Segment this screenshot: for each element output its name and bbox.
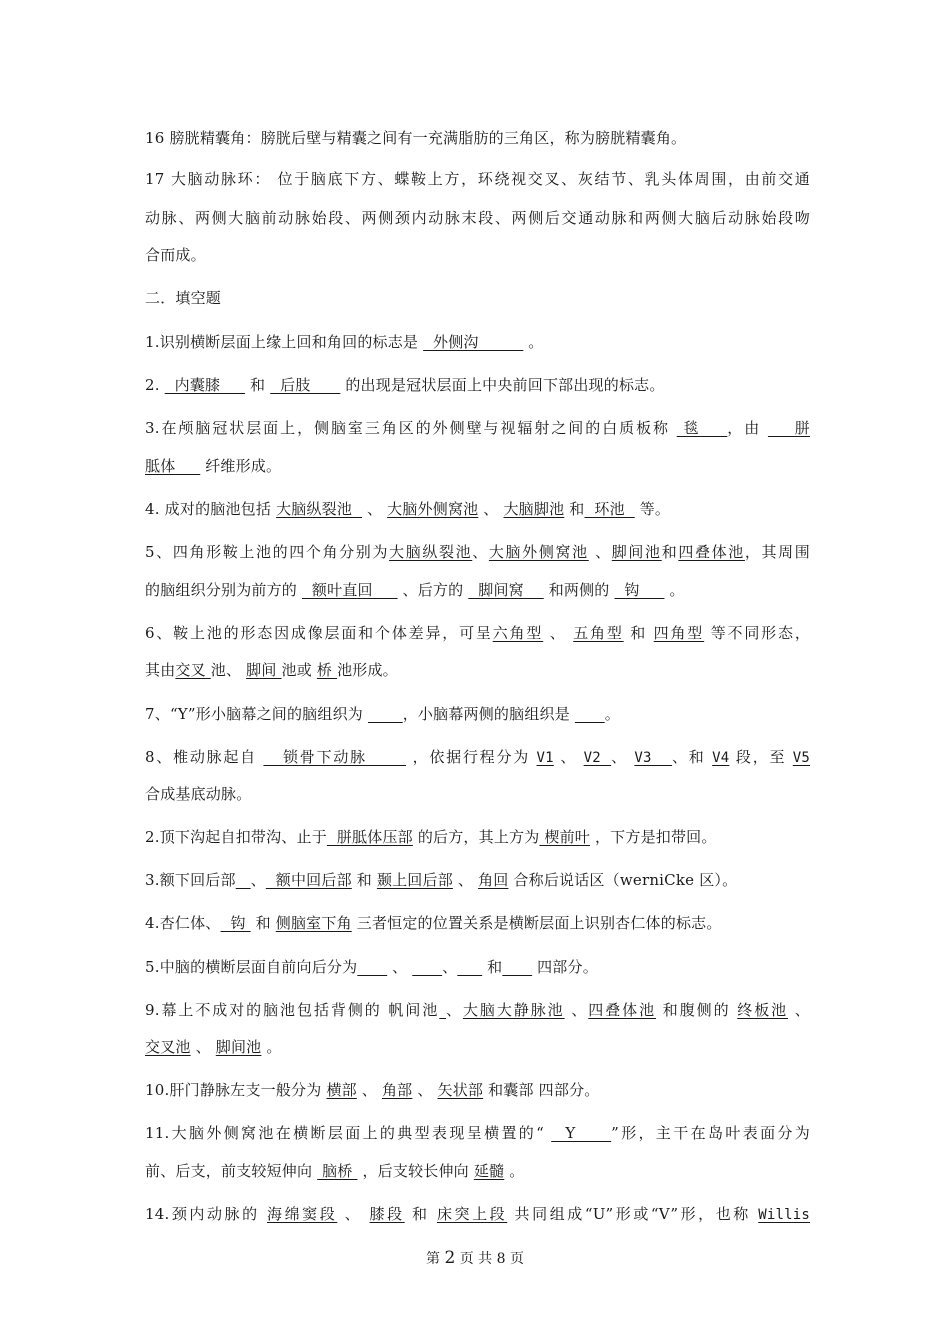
line-text: 和	[351, 871, 377, 889]
text-line	[145, 207, 810, 229]
line-text: 4.杏仁体、	[145, 914, 221, 932]
line-text: 7、“Y”形小脑幕之间的脑组织为	[145, 705, 368, 723]
answer-blank: 毯	[676, 419, 728, 437]
question-line	[145, 1160, 810, 1182]
footer-total-pages: 8	[496, 1251, 506, 1267]
line-text: 、	[553, 748, 584, 766]
line-text: 等不同形态，	[704, 624, 811, 642]
line-text: 和	[661, 543, 679, 561]
text-line	[145, 168, 810, 190]
answer-blank: 床突上段	[436, 1205, 508, 1223]
answer-blank: 四叠体池	[678, 543, 745, 561]
line-text: 。	[261, 1038, 282, 1056]
answer-blank: V2	[583, 750, 612, 766]
answer-blank: 脚间池	[611, 543, 662, 561]
answer-blank: 内囊膝	[164, 376, 246, 394]
line-text: 、	[445, 1001, 463, 1019]
question-line	[145, 498, 810, 520]
question-line	[145, 956, 810, 978]
line-text: 和腹侧的	[656, 1001, 738, 1019]
answer-blank: 交叉池	[145, 1038, 191, 1056]
line-text: 、	[250, 871, 266, 889]
answer-blank: 钩	[614, 581, 665, 599]
question-line	[145, 826, 810, 848]
answer-blank: 后肢	[270, 376, 341, 394]
line-text: 和两侧的	[543, 581, 615, 599]
answer-blank: 额叶直回	[301, 581, 398, 599]
line-text: 、	[543, 624, 574, 642]
answer-blank: 四角型	[653, 624, 705, 642]
answer-blank: 矢状部	[437, 1081, 484, 1099]
answer-blank: 角回	[478, 871, 509, 889]
answer-blank	[236, 871, 251, 889]
section-heading	[145, 287, 810, 309]
line-text: 和	[250, 914, 276, 932]
line-text: 、	[412, 1081, 438, 1099]
answer-blank: 胝体	[145, 457, 201, 475]
line-text: 和	[482, 958, 503, 976]
line-text: ，其周围	[744, 543, 810, 561]
line-text: 和囊部 四部分。	[483, 1081, 600, 1099]
question-line	[145, 455, 810, 477]
answer-blank: 外侧沟	[423, 333, 524, 351]
line-text: ，依据行程分为	[406, 748, 537, 766]
answer-blank: 脑桥	[317, 1162, 358, 1180]
question-line	[145, 541, 810, 563]
question-line	[145, 331, 810, 353]
answer-blank: 膝段	[369, 1205, 405, 1223]
line-text: 、	[452, 871, 479, 889]
answer-blank: 胼	[767, 419, 810, 437]
answer-blank: 楔前叶	[539, 828, 591, 846]
answer-blank: 脚间池	[215, 1038, 262, 1056]
answer-blank: V3	[634, 750, 673, 766]
answer-blank: V4	[712, 750, 730, 766]
footer-mid: 页 共	[459, 1251, 493, 1267]
answer-blank: 大脑脚池	[503, 500, 565, 518]
line-text: 和	[245, 376, 271, 394]
footer-prefix: 第	[425, 1251, 440, 1267]
line-text: 6、鞍上池的形态因成像层面和个体差异，可呈	[145, 624, 493, 642]
answer-blank	[357, 958, 387, 976]
question-line	[145, 1122, 810, 1144]
line-text: 段，至	[729, 748, 793, 766]
line-text: 。	[604, 705, 620, 723]
answer-blank	[439, 1001, 446, 1019]
answer-blank: 大脑纵裂池	[276, 500, 362, 518]
text-line	[145, 244, 810, 266]
line-text: 5、四角形鞍上池的四个角分别为	[145, 543, 390, 561]
line-text: 池、	[210, 661, 247, 679]
answer-blank	[575, 705, 605, 723]
question-line	[145, 374, 810, 396]
line-text: 。	[664, 581, 685, 599]
answer-blank: Y	[551, 1124, 612, 1142]
footer-page-number: 2	[444, 1248, 456, 1268]
line-text: 前、后支，前支较短伸向	[145, 1162, 318, 1180]
line-text: ，下方是扣带回。	[590, 828, 717, 846]
line-text: 3.在颅脑冠状层面上，侧脑室三角区的外侧壁与视辐射之间的白质板称	[145, 419, 677, 437]
line-text: 四部分。	[532, 958, 598, 976]
line-text: 16 膀胱精囊角：膀胱后壁与精囊之间有一充满脂肪的三角区，称为膀胱精囊角。	[145, 129, 687, 147]
answer-blank: 五角型	[573, 624, 624, 642]
line-text: 3.额下回后部	[145, 871, 236, 889]
answer-blank: Willis	[758, 1207, 810, 1223]
question-line	[145, 999, 810, 1021]
answer-blank	[412, 958, 442, 976]
line-text: 8、椎动脉起自	[145, 748, 264, 766]
line-text: 三者恒定的位置关系是横断层面上识别杏仁体的标志。	[351, 914, 722, 932]
line-text: 合称后说话区（werniCke 区）。	[508, 871, 738, 889]
line-text: 。	[504, 1162, 525, 1180]
line-text: 、	[788, 1001, 811, 1019]
line-text: 、	[478, 500, 504, 518]
answer-blank	[502, 958, 532, 976]
line-text: 、	[442, 958, 458, 976]
question-line	[145, 703, 810, 725]
line-text: 的后方，其上方为	[412, 828, 540, 846]
line-text: 、和	[672, 748, 713, 766]
line-text: 池或	[281, 661, 317, 679]
question-line	[145, 869, 810, 891]
line-text: 、后方的	[397, 581, 469, 599]
question-line	[145, 1203, 810, 1226]
line-text: 和	[564, 500, 585, 518]
answer-blank: 六角型	[492, 624, 544, 642]
question-line	[145, 659, 810, 681]
line-text: 、	[564, 1001, 589, 1019]
answer-blank: 大脑外侧窝池	[387, 500, 479, 518]
answer-blank	[368, 705, 403, 723]
question-line	[145, 912, 810, 934]
answer-blank: 四叠体池	[588, 1001, 657, 1019]
question-line	[145, 417, 810, 439]
line-text: 。	[523, 333, 544, 351]
line-text: 11.大脑外侧窝池在横断层面上的典型表现呈横置的“	[145, 1124, 552, 1142]
line-text: 、	[356, 1081, 382, 1099]
answer-blank: 终板池	[737, 1001, 789, 1019]
line-text: 、	[611, 748, 635, 766]
answer-blank: 大脑纵裂池	[389, 543, 473, 561]
answer-blank: 环池	[584, 500, 635, 518]
line-text: 14.颈内动脉的	[145, 1205, 268, 1223]
line-text: 和	[404, 1205, 437, 1223]
line-text: 、	[337, 1205, 370, 1223]
answer-blank: 桥	[316, 661, 338, 679]
answer-blank: 颞上回后部	[376, 871, 453, 889]
line-text: 、	[190, 1038, 216, 1056]
line-text: 合成基底动脉。	[145, 785, 252, 803]
line-text: 4. 成对的脑池包括	[145, 500, 277, 518]
line-text: 、	[362, 500, 388, 518]
line-text: 1.识别横断层面上缘上回和角回的标志是	[145, 333, 424, 351]
line-text: 2.	[145, 376, 165, 394]
answer-blank: 大脑外侧窝池	[488, 543, 589, 561]
answer-blank: 胼胝体压部	[326, 828, 413, 846]
answer-blank: 钩	[220, 914, 251, 932]
answer-blank: 延髓	[473, 1162, 505, 1180]
answer-blank: V1	[536, 750, 554, 766]
line-text: 纤维形成。	[200, 457, 282, 475]
answer-blank: 交叉	[175, 661, 211, 679]
line-text: 二．填空题	[145, 289, 222, 307]
answer-blank: 大脑大静脉池	[462, 1001, 565, 1019]
answer-blank: 锁骨下动脉	[263, 748, 407, 766]
answer-blank: 脚间	[246, 661, 282, 679]
line-text: 、	[472, 543, 489, 561]
answer-blank: 脚间窝	[468, 581, 544, 599]
line-text: 、	[588, 543, 612, 561]
line-text: 的脑组织分别为前方的	[145, 581, 302, 599]
answer-blank: 角部	[381, 1081, 413, 1099]
question-line	[145, 1036, 810, 1058]
line-text: 、	[387, 958, 413, 976]
answer-blank: V5	[792, 750, 811, 766]
line-text: 的出现是冠状层面上中央前回下部出现的标志。	[340, 376, 665, 394]
line-text: ，由	[727, 419, 768, 437]
footer-suffix: 页	[510, 1251, 524, 1267]
line-text: ，后支较长伸向	[357, 1162, 474, 1180]
question-line	[145, 622, 810, 644]
text-line	[145, 127, 810, 149]
answer-blank: 额中回后部	[265, 871, 352, 889]
line-text: ”形，主干在岛叶表面分为	[611, 1124, 810, 1142]
line-text: 共同组成“U”形或“V”形，也称	[507, 1205, 759, 1223]
line-text: 池形成。	[337, 661, 398, 679]
line-text: 动脉、两侧大脑前动脉始段、两侧颈内动脉末段、两侧后交通动脉和两侧大脑后动脉始段吻	[145, 209, 810, 227]
answer-blank	[457, 958, 482, 976]
line-text: 等。	[634, 500, 671, 518]
answer-blank: 海绵窦段	[267, 1205, 338, 1223]
question-line	[145, 1079, 810, 1101]
line-text: 5.中脑的横断层面自前向后分为	[145, 958, 358, 976]
question-line	[145, 783, 810, 805]
line-text: 9.幕上不成对的脑池包括背侧的 帆间池	[145, 1001, 440, 1019]
line-text: 合而成。	[145, 246, 206, 264]
line-text: ，小脑幕两侧的脑组织是	[402, 705, 575, 723]
line-text: 2.顶下沟起自扣带沟、止于	[145, 828, 327, 846]
answer-blank: 横部	[326, 1081, 357, 1099]
question-line	[145, 746, 810, 769]
page-footer	[0, 1248, 950, 1269]
line-text: 10.肝门静脉左支一般分为	[145, 1081, 327, 1099]
line-text: 17 大脑动脉环： 位于脑底下方、蝶鞍上方，环绕视交叉、灰结节、乳头体周围，由前交通	[145, 170, 810, 188]
question-line	[145, 579, 810, 601]
answer-blank: 侧脑室下角	[275, 914, 352, 932]
line-text: 其由	[145, 661, 176, 679]
line-text: 和	[623, 624, 654, 642]
